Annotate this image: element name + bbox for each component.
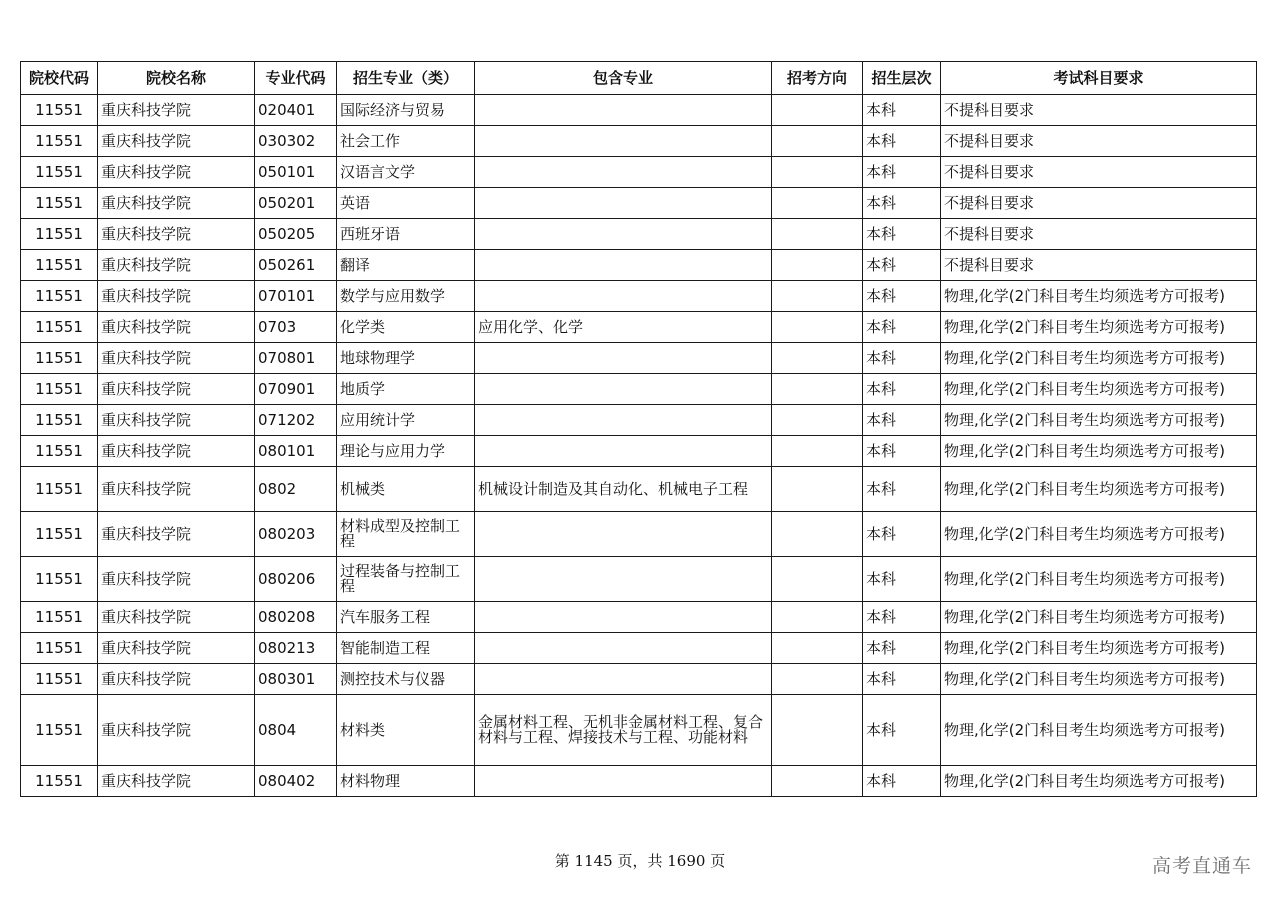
school-name-cell: 重庆科技学院: [98, 602, 255, 633]
major-cell: 材料物理: [337, 766, 475, 797]
level-cell: 本科: [863, 602, 941, 633]
direction-cell: [772, 250, 863, 281]
direction-cell: [772, 95, 863, 126]
included-majors-cell: 机械设计制造及其自动化、机械电子工程: [475, 467, 772, 512]
school-name-cell: 重庆科技学院: [98, 126, 255, 157]
header-subject-requirement: 考试科目要求: [941, 62, 1257, 95]
direction-cell: [772, 695, 863, 766]
table-row: [21, 633, 1257, 664]
level-cell: 本科: [863, 312, 941, 343]
included-majors-cell: 应用化学、化学: [475, 312, 772, 343]
included-majors-cell: [475, 219, 772, 250]
school-name-cell: 重庆科技学院: [98, 188, 255, 219]
direction-cell: [772, 281, 863, 312]
major-code-cell: 070101: [255, 281, 337, 312]
subject-requirement-cell: 物理,化学(2门科目考生均须选考方可报考): [941, 695, 1257, 766]
included-majors-cell: 金属材料工程、无机非金属材料工程、复合材料与工程、焊接技术与工程、功能材料: [475, 695, 772, 766]
level-cell: 本科: [863, 695, 941, 766]
school-name-cell: 重庆科技学院: [98, 766, 255, 797]
direction-cell: [772, 602, 863, 633]
major-cell: 测控技术与仪器: [337, 664, 475, 695]
major-code-cell: 080101: [255, 436, 337, 467]
major-cell: 数学与应用数学: [337, 281, 475, 312]
direction-cell: [772, 126, 863, 157]
header-major-code: 专业代码: [255, 62, 337, 95]
major-code-cell: 0802: [255, 467, 337, 512]
school-name-cell: 重庆科技学院: [98, 374, 255, 405]
direction-cell: [772, 343, 863, 374]
direction-cell: [772, 374, 863, 405]
included-majors-cell: [475, 157, 772, 188]
subject-requirement-cell: 不提科目要求: [941, 250, 1257, 281]
school-name-cell: 重庆科技学院: [98, 250, 255, 281]
major-code-cell: 080301: [255, 664, 337, 695]
level-cell: 本科: [863, 343, 941, 374]
direction-cell: [772, 664, 863, 695]
major-cell: 材料成型及控制工程: [337, 512, 475, 557]
level-cell: 本科: [863, 126, 941, 157]
included-majors-cell: [475, 557, 772, 602]
major-code-cell: 080206: [255, 557, 337, 602]
level-cell: 本科: [863, 281, 941, 312]
table-header-row: [21, 62, 1257, 95]
direction-cell: [772, 188, 863, 219]
admission-table: [20, 61, 1257, 797]
major-cell: 理论与应用力学: [337, 436, 475, 467]
level-cell: 本科: [863, 250, 941, 281]
included-majors-cell: [475, 126, 772, 157]
subject-requirement-cell: 不提科目要求: [941, 188, 1257, 219]
major-code-cell: 030302: [255, 126, 337, 157]
school-code-cell: 11551: [21, 467, 98, 512]
major-cell: 汽车服务工程: [337, 602, 475, 633]
included-majors-cell: [475, 374, 772, 405]
school-name-cell: 重庆科技学院: [98, 312, 255, 343]
included-majors-cell: [475, 250, 772, 281]
level-cell: 本科: [863, 405, 941, 436]
school-name-cell: 重庆科技学院: [98, 467, 255, 512]
direction-cell: [772, 436, 863, 467]
major-cell: 机械类: [337, 467, 475, 512]
school-code-cell: 11551: [21, 436, 98, 467]
table-body: [21, 95, 1257, 797]
header-included-majors: 包含专业: [475, 62, 772, 95]
major-cell: 国际经济与贸易: [337, 95, 475, 126]
school-code-cell: 11551: [21, 219, 98, 250]
major-cell: 英语: [337, 188, 475, 219]
school-name-cell: 重庆科技学院: [98, 343, 255, 374]
level-cell: 本科: [863, 557, 941, 602]
included-majors-cell: [475, 95, 772, 126]
subject-requirement-cell: 物理,化学(2门科目考生均须选考方可报考): [941, 281, 1257, 312]
school-code-cell: 11551: [21, 281, 98, 312]
major-code-cell: 050205: [255, 219, 337, 250]
page-number: 第 1145 页，共 1690 页: [554, 852, 726, 870]
direction-cell: [772, 467, 863, 512]
header-level: 招生层次: [863, 62, 941, 95]
level-cell: 本科: [863, 219, 941, 250]
school-name-cell: 重庆科技学院: [98, 512, 255, 557]
table-row: [21, 512, 1257, 557]
school-code-cell: 11551: [21, 312, 98, 343]
major-cell: 化学类: [337, 312, 475, 343]
school-code-cell: 11551: [21, 695, 98, 766]
level-cell: 本科: [863, 188, 941, 219]
table-row: [21, 343, 1257, 374]
included-majors-cell: [475, 512, 772, 557]
level-cell: 本科: [863, 95, 941, 126]
header-school-name: 院校名称: [98, 62, 255, 95]
major-code-cell: 050201: [255, 188, 337, 219]
school-name-cell: 重庆科技学院: [98, 219, 255, 250]
school-code-cell: 11551: [21, 405, 98, 436]
direction-cell: [772, 312, 863, 343]
major-cell: 社会工作: [337, 126, 475, 157]
subject-requirement-cell: 物理,化学(2门科目考生均须选考方可报考): [941, 602, 1257, 633]
subject-requirement-cell: 物理,化学(2门科目考生均须选考方可报考): [941, 766, 1257, 797]
school-code-cell: 11551: [21, 602, 98, 633]
school-code-cell: 11551: [21, 250, 98, 281]
school-code-cell: 11551: [21, 512, 98, 557]
major-code-cell: 080203: [255, 512, 337, 557]
school-code-cell: 11551: [21, 557, 98, 602]
table-row: [21, 405, 1257, 436]
included-majors-cell: [475, 436, 772, 467]
watermark: 高考直通车: [1151, 855, 1252, 877]
major-code-cell: 050261: [255, 250, 337, 281]
major-code-cell: 020401: [255, 95, 337, 126]
school-code-cell: 11551: [21, 664, 98, 695]
subject-requirement-cell: 物理,化学(2门科目考生均须选考方可报考): [941, 467, 1257, 512]
table-row: [21, 250, 1257, 281]
school-code-cell: 11551: [21, 343, 98, 374]
direction-cell: [772, 157, 863, 188]
included-majors-cell: [475, 602, 772, 633]
major-cell: 地质学: [337, 374, 475, 405]
included-majors-cell: [475, 188, 772, 219]
major-cell: 智能制造工程: [337, 633, 475, 664]
subject-requirement-cell: 物理,化学(2门科目考生均须选考方可报考): [941, 512, 1257, 557]
table-row: [21, 188, 1257, 219]
school-name-cell: 重庆科技学院: [98, 405, 255, 436]
major-code-cell: 080402: [255, 766, 337, 797]
subject-requirement-cell: 物理,化学(2门科目考生均须选考方可报考): [941, 343, 1257, 374]
major-cell: 应用统计学: [337, 405, 475, 436]
subject-requirement-cell: 物理,化学(2门科目考生均须选考方可报考): [941, 312, 1257, 343]
school-name-cell: 重庆科技学院: [98, 664, 255, 695]
subject-requirement-cell: 物理,化学(2门科目考生均须选考方可报考): [941, 633, 1257, 664]
table-row: [21, 281, 1257, 312]
table-row: [21, 664, 1257, 695]
direction-cell: [772, 557, 863, 602]
major-code-cell: 080213: [255, 633, 337, 664]
major-code-cell: 0804: [255, 695, 337, 766]
level-cell: 本科: [863, 664, 941, 695]
major-cell: 汉语言文学: [337, 157, 475, 188]
major-code-cell: 070801: [255, 343, 337, 374]
table-row: [21, 766, 1257, 797]
level-cell: 本科: [863, 436, 941, 467]
school-name-cell: 重庆科技学院: [98, 633, 255, 664]
subject-requirement-cell: 不提科目要求: [941, 157, 1257, 188]
major-code-cell: 050101: [255, 157, 337, 188]
school-code-cell: 11551: [21, 633, 98, 664]
level-cell: 本科: [863, 766, 941, 797]
major-cell: 材料类: [337, 695, 475, 766]
school-code-cell: 11551: [21, 126, 98, 157]
included-majors-cell: [475, 664, 772, 695]
subject-requirement-cell: 不提科目要求: [941, 126, 1257, 157]
major-code-cell: 071202: [255, 405, 337, 436]
included-majors-cell: [475, 281, 772, 312]
table-row: [21, 557, 1257, 602]
table-row: [21, 126, 1257, 157]
school-name-cell: 重庆科技学院: [98, 281, 255, 312]
direction-cell: [772, 766, 863, 797]
major-code-cell: 0703: [255, 312, 337, 343]
level-cell: 本科: [863, 467, 941, 512]
school-name-cell: 重庆科技学院: [98, 157, 255, 188]
school-name-cell: 重庆科技学院: [98, 95, 255, 126]
major-cell: 过程装备与控制工程: [337, 557, 475, 602]
table-row: [21, 157, 1257, 188]
table-row: [21, 95, 1257, 126]
table-row: [21, 312, 1257, 343]
major-cell: 地球物理学: [337, 343, 475, 374]
major-code-cell: 080208: [255, 602, 337, 633]
subject-requirement-cell: 不提科目要求: [941, 219, 1257, 250]
school-name-cell: 重庆科技学院: [98, 436, 255, 467]
school-code-cell: 11551: [21, 188, 98, 219]
direction-cell: [772, 405, 863, 436]
subject-requirement-cell: 物理,化学(2门科目考生均须选考方可报考): [941, 374, 1257, 405]
table-row: [21, 467, 1257, 512]
header-major: 招生专业（类）: [337, 62, 475, 95]
major-cell: 西班牙语: [337, 219, 475, 250]
subject-requirement-cell: 物理,化学(2门科目考生均须选考方可报考): [941, 405, 1257, 436]
school-code-cell: 11551: [21, 766, 98, 797]
school-code-cell: 11551: [21, 374, 98, 405]
level-cell: 本科: [863, 374, 941, 405]
level-cell: 本科: [863, 512, 941, 557]
header-school-code: 院校代码: [21, 62, 98, 95]
included-majors-cell: [475, 633, 772, 664]
school-name-cell: 重庆科技学院: [98, 557, 255, 602]
included-majors-cell: [475, 343, 772, 374]
subject-requirement-cell: 物理,化学(2门科目考生均须选考方可报考): [941, 664, 1257, 695]
table-row: [21, 374, 1257, 405]
school-name-cell: 重庆科技学院: [98, 695, 255, 766]
level-cell: 本科: [863, 633, 941, 664]
subject-requirement-cell: 不提科目要求: [941, 95, 1257, 126]
direction-cell: [772, 512, 863, 557]
table-row: [21, 436, 1257, 467]
subject-requirement-cell: 物理,化学(2门科目考生均须选考方可报考): [941, 436, 1257, 467]
school-code-cell: 11551: [21, 95, 98, 126]
header-direction: 招考方向: [772, 62, 863, 95]
subject-requirement-cell: 物理,化学(2门科目考生均须选考方可报考): [941, 557, 1257, 602]
major-code-cell: 070901: [255, 374, 337, 405]
direction-cell: [772, 633, 863, 664]
included-majors-cell: [475, 405, 772, 436]
direction-cell: [772, 219, 863, 250]
table-row: [21, 695, 1257, 766]
school-code-cell: 11551: [21, 157, 98, 188]
table-row: [21, 219, 1257, 250]
level-cell: 本科: [863, 157, 941, 188]
major-cell: 翻译: [337, 250, 475, 281]
table-row: [21, 602, 1257, 633]
included-majors-cell: [475, 766, 772, 797]
